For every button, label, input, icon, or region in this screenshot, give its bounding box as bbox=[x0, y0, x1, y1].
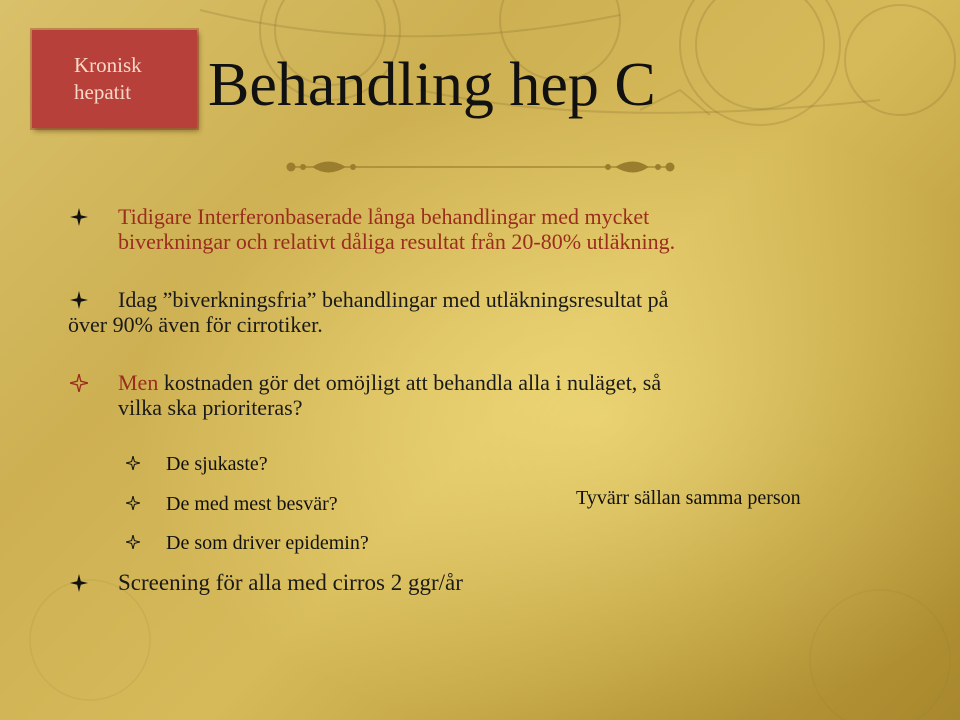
sub-bullet-1 bbox=[166, 453, 268, 476]
sub-bullet-1-text: De sjukaste? bbox=[166, 453, 268, 475]
four-point-star-icon bbox=[126, 456, 140, 470]
sub-bullet-2-text: De med mest besvär? bbox=[166, 493, 338, 515]
bullet-3-line-1 bbox=[118, 370, 661, 395]
bullet-3-line-2: vilka ska prioriteras? bbox=[118, 395, 303, 420]
bullet-4 bbox=[118, 570, 463, 595]
four-point-star-icon bbox=[70, 374, 88, 392]
four-point-star-icon bbox=[70, 574, 88, 592]
bullet-2 bbox=[68, 287, 669, 337]
bullet-1-line-1: Tidigare Interferonbaserade långa behandlingar med mycket bbox=[118, 204, 650, 229]
bullet-3 bbox=[118, 370, 661, 420]
bullet-4-text: Screening för alla med cirros 2 ggr/år bbox=[118, 570, 463, 595]
bullet-1-line-2: biverkningar och relativt dåliga resultat från 20-80% utläkning. bbox=[118, 229, 676, 254]
badge-line-1: Kronisk bbox=[74, 53, 142, 77]
bullet-2-line-1: Idag ”biverkningsfria” behandlingar med utläkningsresultat på bbox=[118, 287, 669, 312]
four-point-star-icon bbox=[126, 535, 140, 549]
sub-bullet-2 bbox=[166, 493, 338, 516]
slide-title: Behandling hep C bbox=[208, 51, 656, 119]
sub-bullet-3 bbox=[166, 532, 369, 555]
section-badge bbox=[32, 30, 197, 128]
four-point-star-icon bbox=[70, 291, 88, 309]
four-point-star-icon bbox=[126, 496, 140, 510]
bullet-3-rest: kostnaden gör det omöjligt att behandla alla i nuläget, så bbox=[158, 370, 662, 395]
bullet-1 bbox=[118, 204, 675, 254]
bullet-3-highlight: Men bbox=[118, 370, 159, 395]
sub-bullet-3-text: De som driver epidemin? bbox=[166, 532, 369, 554]
four-point-star-icon bbox=[70, 208, 88, 226]
ornament-divider-icon bbox=[283, 155, 678, 179]
bullet-2-line-2: över 90% även för cirrotiker. bbox=[68, 312, 323, 337]
side-note: Tyvärr sällan samma person bbox=[576, 487, 801, 509]
badge-line-2: hepatit bbox=[74, 80, 132, 104]
